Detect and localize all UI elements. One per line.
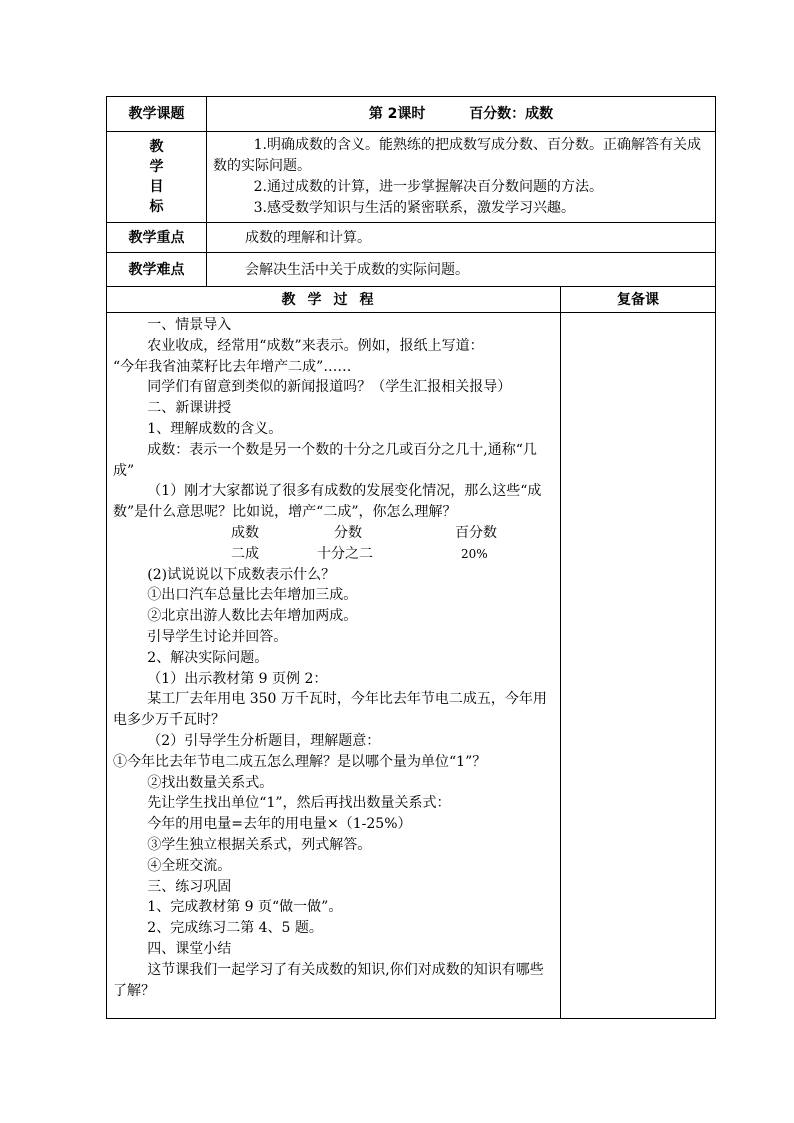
- paragraph: ④全班交流。: [147, 857, 232, 874]
- process-row: [107, 313, 716, 1019]
- col-header-baifenshu: 百分数: [455, 524, 497, 541]
- review-header: 复备课: [561, 287, 716, 313]
- paragraph: 先让学生找出单位“1”，然后再找出数量关系式：: [147, 795, 451, 812]
- paragraph: 这节课我们一起学习了有关成数的知识,你们对成数的知识有哪些了解？: [113, 961, 544, 999]
- paragraph: 1、完成教材第 9 页“做一做”。: [147, 899, 343, 916]
- value-fenshu: 十分之二: [317, 545, 373, 562]
- col-header-chengshu: 成数: [231, 524, 259, 541]
- lesson-number: 第 2课时: [368, 106, 426, 122]
- objectives-row: [107, 132, 716, 223]
- question-1: （1）刚才大家都说了很多有成数的发展变化情况，那么这些“成数”是什么意思呢？比如说，增产“二成”，你怎么理解？: [113, 483, 542, 521]
- difficulty-row: [107, 253, 716, 287]
- key-point-label: 教学重点: [107, 223, 207, 253]
- objectives-label: 教 学 目 标: [107, 132, 207, 223]
- paragraph: “今年我省油菜籽比去年增产二成”……: [113, 358, 352, 375]
- definition: 成数：表示一个数是另一个数的十分之几或百分之几十,通称“几成”: [113, 441, 537, 479]
- lesson-title: [207, 97, 716, 132]
- objective-2: 2.通过成数的计算，进一步掌握解决百分数问题的方法。: [253, 179, 603, 195]
- question-2: (2)试说说以下成数表示什么？: [147, 566, 336, 583]
- section-4-title: 四、课堂小结: [147, 940, 232, 957]
- lesson-plan-table: [106, 96, 716, 1019]
- comparison-header: [113, 523, 556, 544]
- example-problem: 某工厂去年用电 350 万千瓦时，今年比去年节电二成五，今年用电多少万千瓦时？: [113, 691, 547, 729]
- lesson-topic: 百分数：成数: [469, 106, 554, 122]
- topic-row: [107, 97, 716, 132]
- process-content: [107, 313, 561, 1019]
- difficulty-label: 教学难点: [107, 253, 207, 287]
- section-3-title: 三、练习巩固: [147, 878, 232, 895]
- process-header-row: [107, 287, 716, 313]
- process-header: 教学过程: [107, 287, 561, 313]
- paragraph: 农业收成，经常用“成数”来表示。例如，报纸上写道：: [147, 337, 484, 354]
- paragraph: （1）出示教材第 9 页例 2：: [147, 670, 328, 687]
- section-1-title: 一、情景导入: [147, 317, 232, 333]
- paragraph: 2、解决实际问题。: [147, 649, 269, 666]
- formula: 今年的用电量=去年的用电量×（1-25%）: [147, 816, 412, 833]
- paragraph: 引导学生讨论并回答。: [147, 628, 288, 645]
- paragraph: 2、完成练习二第 4、5 题。: [147, 920, 323, 937]
- value-chengshu: 二成: [231, 545, 259, 562]
- paragraph: （2）引导学生分析题目，理解题意：: [147, 732, 381, 749]
- difficulty-text: 会解决生活中关于成数的实际问题。: [207, 253, 716, 287]
- col-header-fenshu: 分数: [334, 524, 362, 541]
- section-2-title: 二、新课讲授: [147, 400, 232, 417]
- comparison-values: [113, 544, 556, 565]
- objective-1: 1.明确成数的含义。能熟练的把成数写成分数、百分数。正确解答有关成数的实际问题。: [213, 137, 701, 174]
- paragraph: ①今年比去年节电二成五怎么理解？是以哪个量为单位“1”？: [113, 753, 487, 770]
- question-2a: ①出口汽车总量比去年增加三成。: [147, 587, 358, 604]
- paragraph: ②找出数量关系式。: [147, 774, 274, 791]
- paragraph: ③学生独立根据关系式，列式解答。: [147, 836, 372, 853]
- question-2b: ②北京出游人数比去年增加两成。: [147, 608, 358, 625]
- objective-3: 3.感受数学知识与生活的紧密联系，激发学习兴趣。: [253, 200, 575, 216]
- key-point-row: [107, 223, 716, 253]
- review-notes-cell: [561, 313, 716, 1019]
- paragraph: 1、理解成数的含义。: [147, 420, 283, 437]
- value-baifenshu: 20%: [461, 546, 488, 561]
- key-point-text: 成数的理解和计算。: [207, 223, 716, 253]
- topic-label: 教学课题: [107, 97, 207, 132]
- paragraph: 同学们有留意到类似的新闻报道吗？（学生汇报相关报导）: [147, 379, 512, 396]
- objectives-text: [207, 132, 716, 223]
